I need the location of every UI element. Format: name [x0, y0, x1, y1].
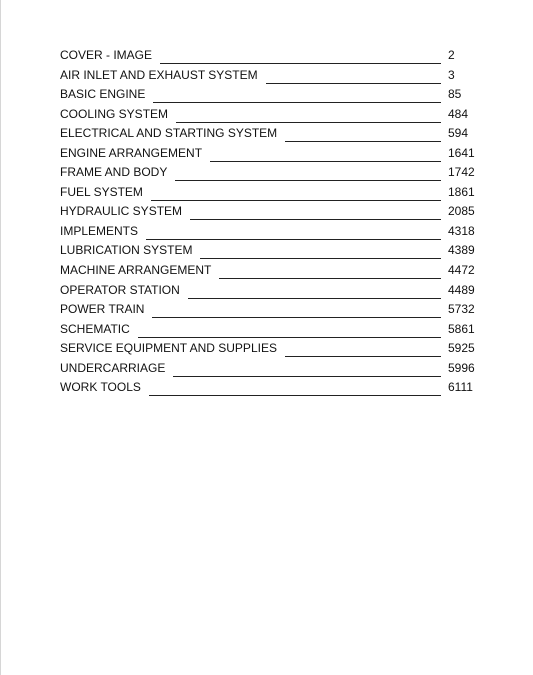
toc-entry-title: FRAME AND BODY [60, 165, 168, 180]
toc-entry-implements[interactable] [60, 222, 480, 242]
toc-entry-page: 1742 [448, 165, 475, 180]
toc-entry-title: LUBRICATION SYSTEM [60, 243, 193, 258]
toc-leader-line [173, 362, 441, 377]
toc-leader-line [151, 186, 441, 201]
toc-entry-title: UNDERCARRIAGE [60, 360, 166, 375]
toc-entry-page: 5732 [448, 302, 475, 317]
toc-entry-title: WORK TOOLS [60, 380, 141, 395]
toc-entry-air-inlet-and-exhaust-system[interactable] [60, 66, 480, 86]
toc-entry-title: POWER TRAIN [60, 302, 145, 317]
toc-entry-page: 5925 [448, 341, 475, 356]
toc-entry-title: HYDRAULIC SYSTEM [60, 204, 183, 219]
toc-entry-title: SERVICE EQUIPMENT AND SUPPLIES [60, 341, 277, 356]
toc-entry-power-train[interactable] [60, 300, 480, 320]
toc-entry-engine-arrangement[interactable] [60, 144, 480, 164]
toc-entry-title: COOLING SYSTEM [60, 106, 169, 121]
toc-leader-line [138, 323, 441, 338]
toc-entry-schematic[interactable] [60, 320, 480, 340]
toc-entry-page: 5996 [448, 360, 475, 375]
toc-entry-page: 484 [448, 106, 469, 121]
toc-entry-service-equipment-and-supplies[interactable] [60, 339, 480, 359]
toc-entry-fuel-system[interactable] [60, 183, 480, 203]
toc-leader-line [200, 244, 441, 259]
toc-entry-title: OPERATOR STATION [60, 282, 180, 297]
toc-leader-line [219, 264, 441, 279]
toc-leader-line [266, 69, 441, 84]
toc-entry-cooling-system[interactable] [60, 105, 480, 125]
table-of-contents [60, 46, 480, 398]
toc-entry-frame-and-body[interactable] [60, 163, 480, 183]
toc-leader-line [285, 127, 441, 142]
toc-entry-title: MACHINE ARRANGEMENT [60, 263, 212, 278]
toc-entry-page: 4472 [448, 263, 475, 278]
toc-leader-line [160, 49, 441, 64]
toc-entry-basic-engine[interactable] [60, 85, 480, 105]
toc-entry-operator-station[interactable] [60, 281, 480, 301]
toc-entry-title: ELECTRICAL AND STARTING SYSTEM [60, 126, 278, 141]
toc-entry-title: ENGINE ARRANGEMENT [60, 145, 203, 160]
toc-entry-page: 1861 [448, 184, 475, 199]
toc-entry-page: 6111 [448, 380, 473, 395]
toc-entry-title: AIR INLET AND EXHAUST SYSTEM [60, 67, 258, 82]
toc-entry-page: 85 [448, 87, 462, 102]
toc-entry-work-tools[interactable] [60, 378, 480, 398]
toc-entry-page: 594 [448, 126, 469, 141]
toc-leader-line [149, 381, 441, 396]
toc-entry-undercarriage[interactable] [60, 359, 480, 379]
toc-entry-page: 5861 [448, 321, 475, 336]
toc-leader-line [210, 147, 441, 162]
toc-entry-title: IMPLEMENTS [60, 223, 139, 238]
toc-entry-title: FUEL SYSTEM [60, 184, 143, 199]
toc-leader-line [175, 166, 441, 181]
toc-leader-line [285, 342, 441, 357]
toc-leader-line [153, 88, 441, 103]
toc-entry-cover-image[interactable] [60, 46, 480, 66]
toc-entry-title: BASIC ENGINE [60, 87, 146, 102]
toc-entry-lubrication-system[interactable] [60, 241, 480, 261]
toc-entry-title: SCHEMATIC [60, 321, 130, 336]
toc-entry-electrical-and-starting-system[interactable] [60, 124, 480, 144]
toc-entry-page: 2 [448, 48, 455, 62]
toc-leader-line [176, 108, 441, 123]
toc-entry-page: 1641 [448, 145, 475, 160]
toc-leader-line [188, 284, 441, 299]
toc-leader-line [152, 303, 441, 318]
toc-entry-title: COVER - IMAGE [60, 48, 153, 62]
toc-entry-page: 2085 [448, 204, 475, 219]
toc-entry-page: 4489 [448, 282, 475, 297]
toc-entry-machine-arrangement[interactable] [60, 261, 480, 281]
toc-entry-hydraulic-system[interactable] [60, 202, 480, 222]
toc-entry-page: 4389 [448, 243, 475, 258]
toc-entry-page: 3 [448, 67, 455, 82]
toc-leader-line [190, 205, 441, 220]
toc-entry-page: 4318 [448, 223, 475, 238]
toc-leader-line [146, 225, 441, 240]
